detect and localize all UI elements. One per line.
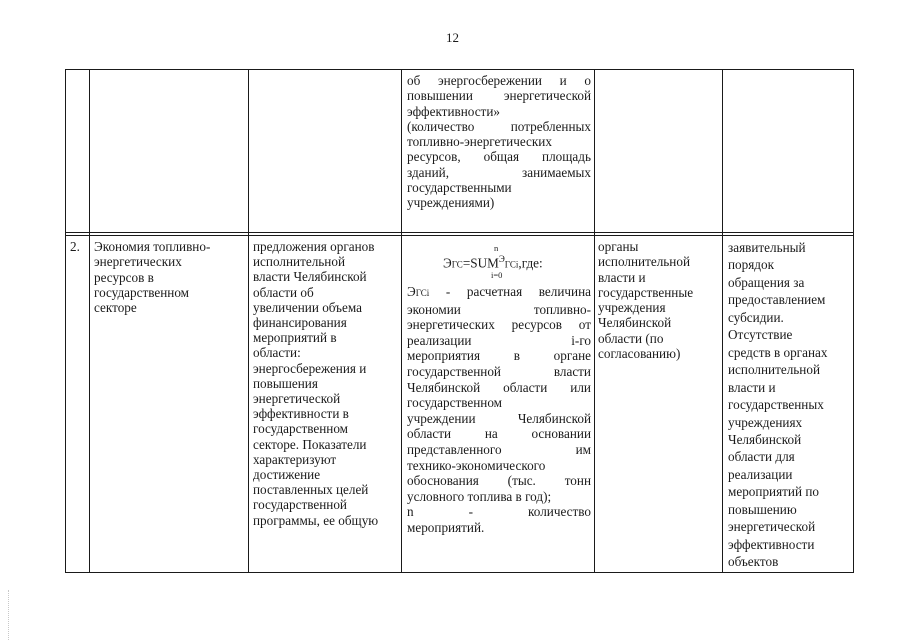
text-line: ресурсов в — [94, 269, 154, 285]
text-line: повышения — [253, 375, 318, 391]
text-line: мероприятий по — [728, 484, 819, 500]
text-line: финансирования — [253, 315, 347, 331]
text-line: государственном — [407, 395, 503, 411]
text-line: власти и — [598, 269, 646, 285]
text-line: субсидии. — [728, 309, 784, 325]
text-line: топливно-энергетических — [407, 134, 552, 150]
text-line: энергетической — [728, 519, 816, 535]
text-line: исполнительной — [253, 254, 346, 270]
text-line: государственными — [407, 180, 512, 196]
text-line: учреждениями) — [407, 195, 495, 211]
text-line: ресурсов, общая площадь — [407, 149, 591, 165]
text-line: условного топлива в год); — [407, 488, 552, 504]
column-divider-5 — [722, 69, 723, 573]
text-line: учреждении Челябинской — [407, 410, 591, 426]
text-line: заявительный — [728, 240, 806, 255]
row2-method-cell — [253, 239, 399, 528]
text-line: достижение — [253, 467, 321, 483]
text-line: мероприятий в — [253, 330, 337, 346]
text-line: реализации — [728, 466, 793, 482]
text-line: области: — [253, 345, 301, 361]
text-line: зданий, занимаемых — [407, 164, 591, 180]
text-line: государственной — [253, 497, 347, 513]
row1-criteria-cell — [407, 73, 591, 211]
row2-risks-cell — [728, 239, 852, 571]
table-bottom-border — [65, 572, 854, 573]
text-line: повышению — [728, 501, 797, 517]
text-line: эффективности — [728, 536, 815, 552]
text-line: энергосбережения и — [253, 360, 367, 376]
row2-formula-description — [407, 284, 591, 536]
text-line: Челябинской — [728, 431, 802, 447]
page-number: 12 — [446, 30, 459, 45]
table-top-border — [65, 69, 854, 70]
text-line: исполнительной — [598, 254, 691, 270]
text-line: повышении энергетической — [407, 88, 591, 104]
column-divider-3 — [401, 69, 402, 573]
text-line: поставленных целей — [253, 482, 369, 498]
formula-superscript: Э — [498, 254, 505, 264]
text-line: представленного им — [407, 441, 591, 457]
text-line: n - количество — [407, 504, 591, 520]
text-fragment: - расчетная величина — [429, 284, 591, 299]
text-line: объектов — [728, 554, 779, 570]
text-line: реализации i-го — [407, 332, 591, 348]
text-line: секторе. Показатели — [253, 436, 367, 452]
text-line: Челябинской области или — [407, 379, 591, 395]
text-line: области (по — [598, 330, 664, 346]
text-line: предложения органов — [253, 239, 375, 254]
text-line: эффективности в — [253, 406, 349, 422]
table-left-border — [65, 69, 66, 573]
text-line: области на основании — [407, 426, 591, 442]
text-line: области об — [253, 284, 314, 300]
text-line — [407, 284, 591, 302]
text-line: государственном — [253, 421, 349, 437]
text-line: средств в органах — [728, 344, 828, 360]
text-line: государственном — [94, 284, 190, 300]
text-line: порядок — [728, 257, 775, 273]
text-line: энергетических — [94, 254, 182, 270]
formula-symbol: Э — [443, 255, 452, 271]
row2-number: 2. — [70, 239, 80, 254]
text-line: характеризуют — [253, 451, 337, 467]
text-line: органы — [598, 239, 639, 254]
text-line: власти и — [728, 379, 776, 395]
text-line: власти Челябинской — [253, 269, 367, 285]
text-line: технико-экономического — [407, 457, 546, 473]
row-separator-double — [65, 235, 854, 236]
text-line: экономии топливно- — [407, 301, 591, 317]
formula-main — [443, 254, 543, 271]
formula-subscript: ГСi — [504, 259, 519, 270]
text-line: программы, ее общую — [253, 512, 379, 528]
text-line: области для — [728, 449, 795, 465]
formula-tail: ,где: — [518, 255, 543, 271]
formula-subscript: ГС — [451, 259, 463, 270]
text-line: энергетической — [253, 391, 341, 407]
text-line: государственных — [728, 397, 824, 413]
text-line: мероприятия в органе — [407, 348, 591, 364]
column-divider-4 — [594, 69, 595, 573]
text-line: увеличении объема — [253, 299, 362, 315]
text-line: энергетических ресурсов от — [407, 317, 591, 333]
formula-subscript: ГСi — [415, 288, 430, 298]
row2-indicator-name — [94, 239, 246, 315]
formula-symbol: Э — [407, 284, 416, 299]
text-line: обращения за — [728, 274, 805, 290]
text-line: Экономия топливно- — [94, 239, 211, 254]
text-line: Отсутствие — [728, 327, 793, 343]
formula-description-lines — [407, 302, 591, 536]
row2-responsible-cell — [598, 239, 720, 361]
text-line: секторе — [94, 300, 137, 316]
table-right-border — [853, 69, 854, 573]
text-line: согласованию) — [598, 346, 681, 362]
text-line: предоставлением — [728, 292, 826, 308]
column-divider-2 — [248, 69, 249, 573]
column-divider-1 — [89, 69, 90, 573]
text-line: Челябинской — [598, 315, 672, 331]
text-line: мероприятий. — [407, 519, 485, 535]
text-line: (количество потребленных — [407, 118, 591, 134]
formula-sum: =SUM — [462, 255, 499, 271]
text-line: исполнительной — [728, 362, 821, 378]
text-line: государственные — [598, 284, 694, 300]
scan-edge-mark — [8, 590, 9, 640]
formula-upper-limit: n — [494, 243, 499, 253]
text-line: обоснования (тыс. тонн — [407, 473, 591, 489]
text-line: государственной власти — [407, 363, 591, 379]
formula-lower-limit: i=0 — [491, 270, 503, 280]
text-line: учреждениях — [728, 414, 803, 430]
text-line: об энергосбережении и о — [407, 73, 591, 88]
text-line: эффективности» — [407, 103, 500, 119]
text-line: учреждения — [598, 300, 666, 316]
row-separator — [65, 232, 854, 233]
